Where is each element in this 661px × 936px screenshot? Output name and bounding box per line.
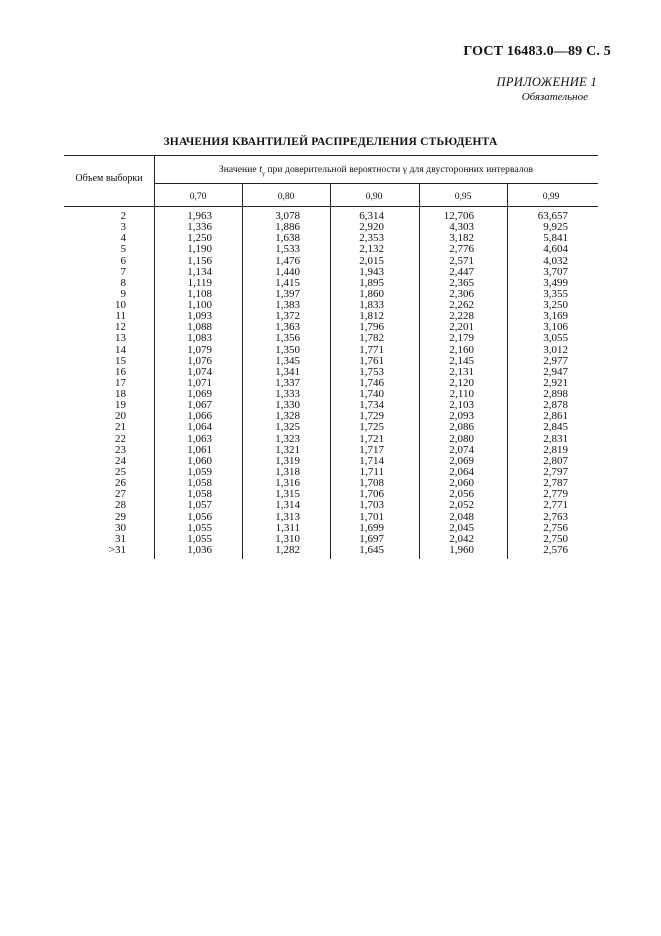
quantile-cell: 1,310: [275, 532, 300, 545]
quantile-cell: 1,771: [359, 343, 384, 356]
quantile-cell: 1,076: [187, 354, 212, 367]
quantile-cell: 1,886: [275, 221, 300, 234]
table-row: [64, 456, 598, 467]
sample-size-cell: 12: [115, 321, 126, 334]
quantile-cell: 2,776: [449, 243, 474, 256]
quantile-cell: 1,476: [275, 254, 300, 267]
quantile-cell: 5,841: [543, 232, 568, 245]
table-row: [64, 489, 598, 500]
quantile-cell: 1,318: [275, 465, 300, 478]
quantile-cell: 2,060: [449, 477, 474, 490]
quantile-cell: 1,057: [187, 499, 212, 512]
quantile-cell: 2,977: [543, 354, 568, 367]
table-row: [64, 523, 598, 534]
quantile-cell: 12,706: [443, 210, 474, 222]
appendix-label: ПРИЛОЖЕНИЕ 1: [496, 75, 597, 89]
quantile-cell: 2,160: [449, 343, 474, 356]
quantile-cell: 1,314: [275, 499, 300, 512]
quantile-cell: 2,086: [449, 421, 474, 434]
quantile-cell: 1,056: [187, 510, 212, 523]
quantile-cell: 1,383: [275, 299, 300, 312]
quantile-cell: 1,740: [359, 388, 384, 401]
quantile-cell: 3,182: [449, 232, 474, 245]
quantile-cell: 1,397: [275, 287, 300, 300]
table-row: [64, 467, 598, 478]
quantile-cell: 2,052: [449, 499, 474, 512]
quantile-cell: 1,372: [275, 310, 300, 323]
table-row: [64, 222, 598, 233]
quantile-cell: 3,012: [543, 343, 568, 356]
quantile-cell: 2,365: [449, 276, 474, 289]
quantile-cell: 1,315: [275, 488, 300, 501]
header-prob-095: 0,95: [454, 192, 472, 202]
quantile-cell: 1,333: [275, 388, 300, 401]
header-value-post: при доверительной вероятности γ для двусторонних интервалов: [267, 165, 534, 175]
header-value-symbol: t: [259, 164, 263, 175]
document-code: ГОСТ 16483.0—89 С. 5: [463, 44, 611, 59]
quantile-cell: 1,711: [359, 465, 384, 478]
quantile-cell: 1,156: [187, 254, 212, 267]
sample-size-cell: 22: [115, 432, 126, 445]
table-row: [64, 434, 598, 445]
quantile-cell: 1,761: [359, 354, 384, 367]
quantile-cell: 1,960: [449, 543, 474, 556]
quantile-cell: 1,341: [275, 365, 300, 378]
quantile-cell: 1,134: [187, 265, 212, 278]
quantile-cell: 63,657: [537, 210, 568, 222]
header-bottom-rule: [64, 206, 598, 207]
sample-size-cell: 20: [115, 410, 126, 423]
quantile-cell: 2,110: [449, 388, 474, 401]
quantile-cell: 1,325: [275, 421, 300, 434]
quantile-cell: 2,763: [543, 510, 568, 523]
header-prob-099: 0,99: [542, 192, 560, 202]
table-row: [64, 333, 598, 344]
quantile-cell: 2,306: [449, 287, 474, 300]
quantile-cell: 2,353: [359, 232, 384, 245]
sample-size-cell: 23: [115, 443, 126, 456]
sample-size-cell: 27: [115, 488, 126, 501]
quantile-cell: 1,860: [359, 287, 384, 300]
sample-size-cell: 15: [115, 354, 126, 367]
quantile-cell: 1,699: [359, 521, 384, 534]
table-row: [64, 545, 598, 556]
quantile-cell: 2,750: [543, 532, 568, 545]
quantile-cell: 1,074: [187, 365, 212, 378]
table-row: [64, 534, 598, 545]
quantile-cell: 1,415: [275, 276, 300, 289]
table-row: [64, 411, 598, 422]
quantile-cell: 2,756: [543, 521, 568, 534]
quantile-cell: 2,045: [449, 521, 474, 534]
quantile-cell: 2,947: [543, 365, 568, 378]
quantile-cell: 1,055: [187, 532, 212, 545]
sample-size-cell: 25: [115, 465, 126, 478]
quantile-cell: 9,925: [543, 221, 568, 234]
quantile-cell: 2,064: [449, 465, 474, 478]
table-row: [64, 267, 598, 278]
header-sub-rule: [154, 183, 598, 184]
quantile-cell: 1,337: [275, 376, 300, 389]
quantile-cell: 3,499: [543, 276, 568, 289]
quantile-cell: 1,330: [275, 399, 300, 412]
quantile-cell: 1,708: [359, 477, 384, 490]
quantile-cell: 1,316: [275, 477, 300, 490]
table-row: [64, 256, 598, 267]
header-sample-size: Объем выборки: [75, 173, 143, 184]
quantile-cell: 1,060: [187, 454, 212, 467]
quantile-cell: 2,145: [449, 354, 474, 367]
quantile-cell: 2,069: [449, 454, 474, 467]
quantile-cell: 1,061: [187, 443, 212, 456]
quantile-cell: 2,447: [449, 265, 474, 278]
quantile-cell: 4,032: [543, 254, 568, 267]
quantile-cell: 1,356: [275, 332, 300, 345]
header-value-subscript: γ: [262, 170, 265, 177]
quantile-cell: 2,228: [449, 310, 474, 323]
quantile-cell: 2,576: [543, 543, 568, 556]
quantile-cell: 1,345: [275, 354, 300, 367]
quantile-cell: 2,262: [449, 299, 474, 312]
quantile-cell: 2,898: [543, 388, 568, 401]
quantile-cell: 2,787: [543, 477, 568, 490]
sample-size-cell: 16: [115, 365, 126, 378]
sample-size-cell: 6: [120, 254, 126, 267]
sample-size-cell: 8: [120, 276, 126, 289]
quantile-cell: 2,779: [543, 488, 568, 501]
quantile-cell: 2,042: [449, 532, 474, 545]
quantile-cell: 1,067: [187, 399, 212, 412]
quantile-cell: 1,055: [187, 521, 212, 534]
quantile-cell: 1,071: [187, 376, 212, 389]
table-top-rule: [64, 155, 598, 156]
header-prob-080: 0,80: [277, 192, 295, 202]
sample-size-cell: 21: [115, 421, 126, 434]
quantile-cell: 1,069: [187, 388, 212, 401]
quantile-cell: 2,797: [543, 465, 568, 478]
sample-size-cell: 5: [120, 243, 126, 256]
quantile-cell: 1,108: [187, 287, 212, 300]
sample-size-cell: 24: [115, 454, 126, 467]
quantile-cell: 1,638: [275, 232, 300, 245]
table-row: [64, 367, 598, 378]
quantile-cell: 2,921: [543, 376, 568, 389]
quantile-cell: 1,703: [359, 499, 384, 512]
quantile-cell: 1,697: [359, 532, 384, 545]
quantile-cell: 2,920: [359, 221, 384, 234]
sample-size-cell: 2: [120, 210, 126, 222]
quantile-cell: 1,083: [187, 332, 212, 345]
quantile-cell: 1,064: [187, 421, 212, 434]
quantile-cell: 1,721: [359, 432, 384, 445]
quantile-cell: 3,106: [543, 321, 568, 334]
quantile-cell: 1,717: [359, 443, 384, 456]
quantile-cell: 2,201: [449, 321, 474, 334]
header-prob-090: 0,90: [365, 192, 383, 202]
sample-size-cell: >31: [108, 543, 126, 556]
quantile-cell: 4,604: [543, 243, 568, 256]
header-value-group: [154, 164, 598, 177]
quantile-cell: 1,282: [275, 543, 300, 556]
quantile-cell: 2,103: [449, 399, 474, 412]
sample-size-cell: 14: [115, 343, 126, 356]
sample-size-cell: 10: [115, 299, 126, 312]
quantile-cell: 3,355: [543, 287, 568, 300]
quantile-cell: 1,323: [275, 432, 300, 445]
header-prob-070: 0,70: [189, 192, 207, 202]
table-row: [64, 356, 598, 367]
quantile-cell: 1,963: [187, 210, 212, 222]
quantile-cell: 1,321: [275, 443, 300, 456]
sample-size-cell: 17: [115, 376, 126, 389]
sample-size-cell: 30: [115, 521, 126, 534]
quantile-cell: 1,363: [275, 321, 300, 334]
table-row: [64, 211, 598, 222]
header-value-pre: Значение: [218, 165, 257, 175]
table-row: [64, 322, 598, 333]
quantile-cell: 3,250: [543, 299, 568, 312]
table-row: [64, 311, 598, 322]
sample-size-cell: 7: [120, 265, 126, 278]
quantile-cell: 1,812: [359, 310, 384, 323]
table-row: [64, 233, 598, 244]
quantile-cell: 1,796: [359, 321, 384, 334]
quantile-cell: 1,746: [359, 376, 384, 389]
quantile-cell: 1,311: [275, 521, 300, 534]
quantile-cell: 2,048: [449, 510, 474, 523]
table-row: [64, 389, 598, 400]
sample-size-cell: 4: [120, 232, 126, 245]
sample-size-cell: 11: [115, 310, 126, 323]
quantile-cell: 1,059: [187, 465, 212, 478]
sample-size-cell: 28: [115, 499, 126, 512]
quantile-cell: 1,734: [359, 399, 384, 412]
quantile-cell: 1,063: [187, 432, 212, 445]
quantile-cell: 1,058: [187, 488, 212, 501]
quantile-cell: 1,079: [187, 343, 212, 356]
table-row: [64, 300, 598, 311]
quantile-cell: 2,819: [543, 443, 568, 456]
quantile-cell: 1,036: [187, 543, 212, 556]
quantile-cell: 1,093: [187, 310, 212, 323]
sample-size-cell: 29: [115, 510, 126, 523]
quantile-cell: 2,845: [543, 421, 568, 434]
quantile-cell: 1,336: [187, 221, 212, 234]
quantile-cell: 2,074: [449, 443, 474, 456]
quantile-cell: 1,350: [275, 343, 300, 356]
quantile-cell: 2,093: [449, 410, 474, 423]
quantile-cell: 1,190: [187, 243, 212, 256]
quantile-cell: 2,571: [449, 254, 474, 267]
quantile-cell: 1,533: [275, 243, 300, 256]
quantile-cell: 1,319: [275, 454, 300, 467]
table-row: [64, 478, 598, 489]
quantile-cell: 6,314: [359, 210, 384, 222]
table-row: [64, 400, 598, 411]
quantile-cell: 3,707: [543, 265, 568, 278]
table-row: [64, 378, 598, 389]
quantile-cell: 2,861: [543, 410, 568, 423]
quantile-cell: 1,895: [359, 276, 384, 289]
quantile-cell: 2,179: [449, 332, 474, 345]
sample-size-cell: 26: [115, 477, 126, 490]
table-row: [64, 278, 598, 289]
quantile-cell: 1,725: [359, 421, 384, 434]
quantile-cell: 1,701: [359, 510, 384, 523]
quantile-cell: 2,080: [449, 432, 474, 445]
quantile-cell: 3,078: [275, 210, 300, 222]
quantile-cell: 1,250: [187, 232, 212, 245]
table-title: ЗНАЧЕНИЯ КВАНТИЛЕЙ РАСПРЕДЕЛЕНИЯ СТЬЮДЕНТА: [163, 136, 498, 148]
quantile-cell: 1,119: [187, 276, 212, 289]
table-row: [64, 422, 598, 433]
quantile-cell: 1,753: [359, 365, 384, 378]
quantile-cell: 1,058: [187, 477, 212, 490]
quantile-cell: 1,313: [275, 510, 300, 523]
quantile-cell: 2,015: [359, 254, 384, 267]
sample-size-cell: 9: [120, 287, 126, 300]
quantile-cell: 2,807: [543, 454, 568, 467]
quantile-cell: 1,440: [275, 265, 300, 278]
sample-size-cell: 18: [115, 388, 126, 401]
table-row: [64, 512, 598, 523]
student-quantile-table: [64, 155, 598, 559]
quantile-cell: 2,771: [543, 499, 568, 512]
table-row: [64, 244, 598, 255]
table-row: [64, 445, 598, 456]
table-row: [64, 500, 598, 511]
quantile-cell: 2,056: [449, 488, 474, 501]
quantile-cell: 3,055: [543, 332, 568, 345]
quantile-cell: 2,120: [449, 376, 474, 389]
quantile-cell: 1,729: [359, 410, 384, 423]
quantile-cell: 1,100: [187, 299, 212, 312]
quantile-cell: 2,878: [543, 399, 568, 412]
quantile-cell: 1,782: [359, 332, 384, 345]
table-row: [64, 289, 598, 300]
table-row: [64, 345, 598, 356]
sample-size-cell: 31: [115, 532, 126, 545]
quantile-cell: 1,645: [359, 543, 384, 556]
quantile-cell: 1,066: [187, 410, 212, 423]
quantile-cell: 2,131: [449, 365, 474, 378]
sample-size-cell: 19: [115, 399, 126, 412]
quantile-cell: 4,303: [449, 221, 474, 234]
quantile-cell: 3,169: [543, 310, 568, 323]
quantile-cell: 1,943: [359, 265, 384, 278]
sample-size-cell: 13: [115, 332, 126, 345]
quantile-cell: 2,831: [543, 432, 568, 445]
quantile-cell: 2,132: [359, 243, 384, 256]
quantile-cell: 1,328: [275, 410, 300, 423]
quantile-cell: 1,714: [359, 454, 384, 467]
sample-size-cell: 3: [120, 221, 126, 234]
quantile-cell: 1,833: [359, 299, 384, 312]
quantile-cell: 1,706: [359, 488, 384, 501]
appendix-status: Обязательное: [521, 91, 588, 103]
quantile-cell: 1,088: [187, 321, 212, 334]
